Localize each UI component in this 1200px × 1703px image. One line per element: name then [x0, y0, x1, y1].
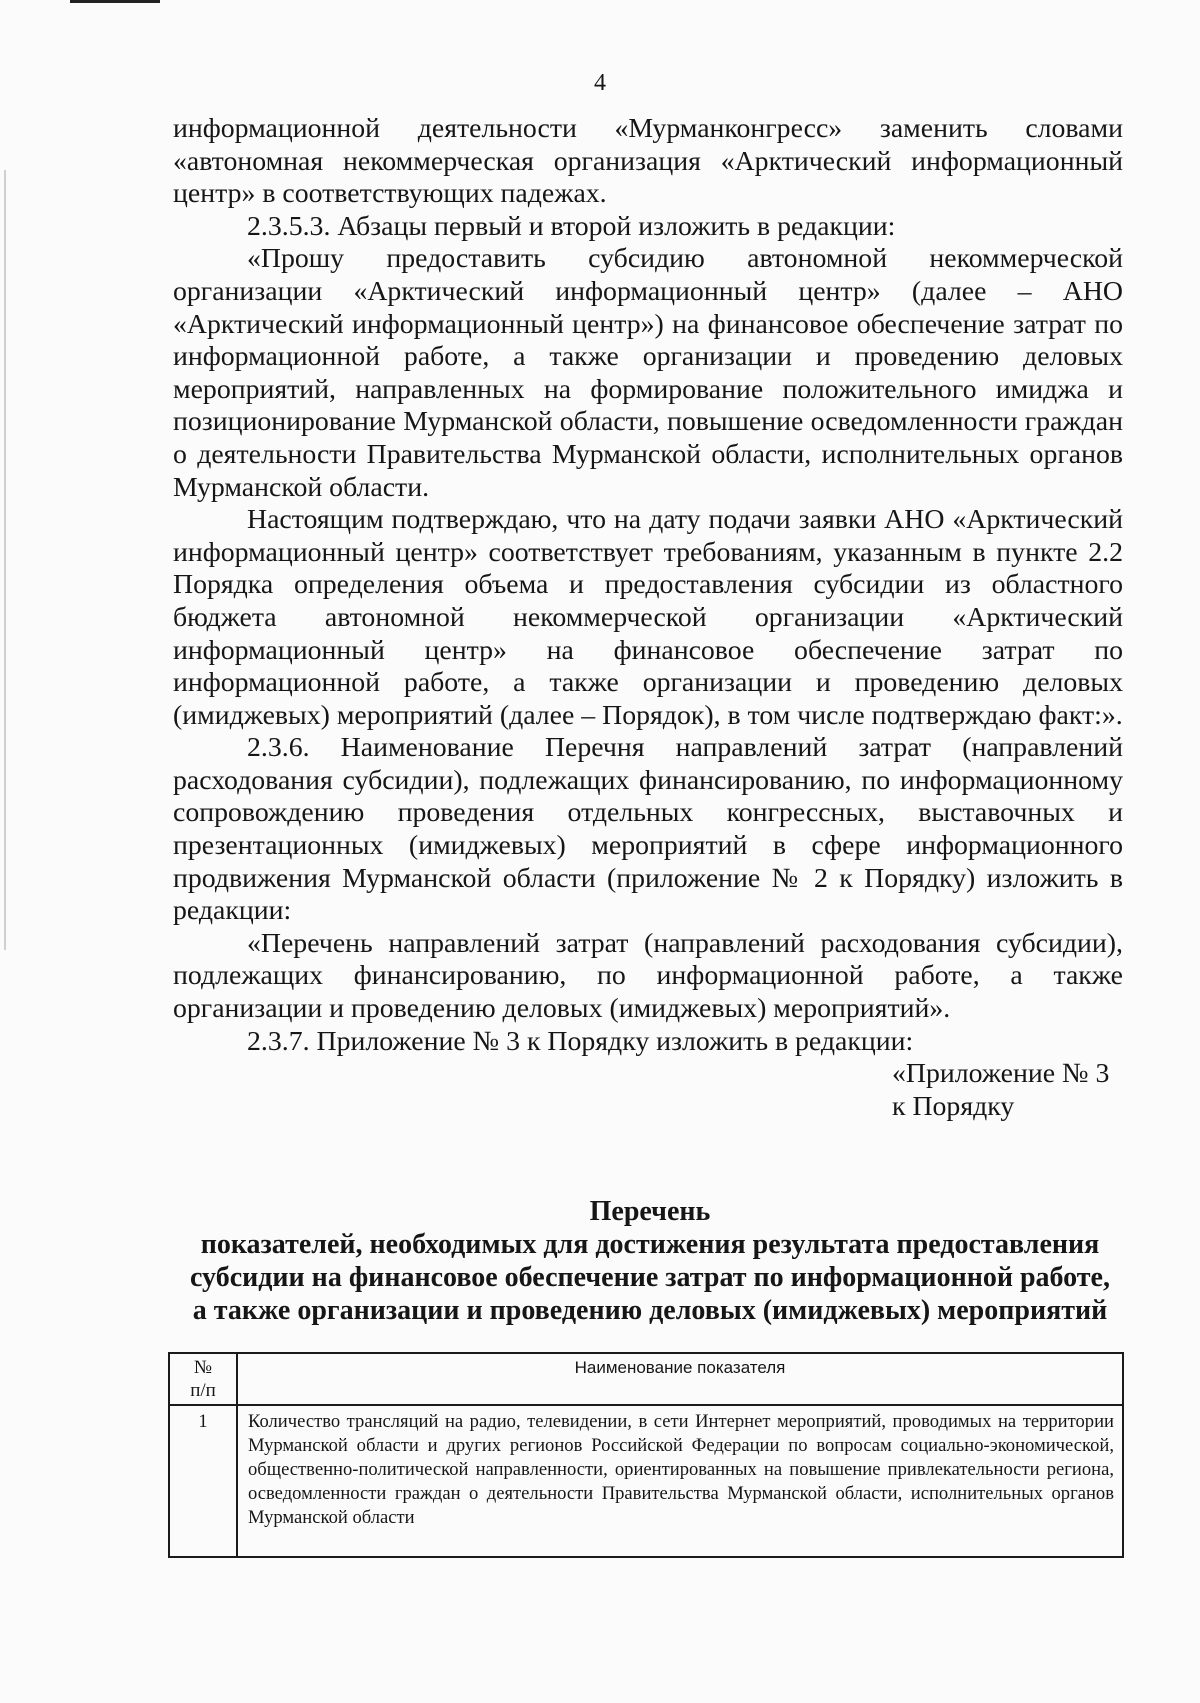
table-title — [150, 1195, 1150, 1327]
paragraph-2-3-6: 2.3.6. Наименование Перечня направлений затрат (направлений расходования субсидии), подлежащих финансированию, по информационному сопровождению проведения отдельных конгрессных, выставочных и презентационных (имиджевых) мероприятий в сфере информационного продвижения Мурманской области (приложение № 2 к Порядку) изложить в редакции: — [173, 732, 1123, 927]
scan-edge-mark — [70, 0, 160, 3]
table-title-line2: субсидии на финансовое обеспечение затрат по информационной работе, — [190, 1262, 1110, 1293]
appendix-reference-line2: к Порядку — [892, 1090, 1015, 1122]
paragraph-2-3-5-3: 2.3.5.3. Абзацы первый и второй изложить в редакции: — [247, 210, 896, 242]
document-body — [173, 113, 1123, 1123]
paragraph-2-3-7: 2.3.7. Приложение № 3 к Порядку изложить в редакции: — [247, 1025, 914, 1057]
indicators-table — [168, 1352, 1124, 1558]
table-row — [169, 1405, 1123, 1557]
appendix-reference-line1: «Приложение № 3 — [892, 1058, 1110, 1090]
paragraph-request: «Прошу предоставить субсидию автономной некоммерческой организации «Арктический информационный центр» (далее – АНО «Арктический информационный центр») на финансовое обеспечение затрат по информационной работе, а также организации и проведению деловых мероприятий, направленных на формирование положительного имиджа и позиционирование Мурманской области, повышение осведомленности граждан о деятельности Правительства Мурманской области, исполнительных органов Мурманской области. — [173, 243, 1123, 503]
table-header-row — [169, 1353, 1123, 1405]
table-cell-indicator-name: Количество трансляций на радио, телевидении, в сети Интернет мероприятий, проводимых на территории Мурманской области и других регионов Российской Федерации по вопросам социально-экономической, общественно-политической направленности, ориентированных на повышение привлекательности региона, осведомленности граждан о деятельности Правительства Мурманской области, исполнительных органов Мурманской области — [237, 1405, 1123, 1557]
column-header-number-sign: № — [193, 1357, 213, 1378]
table-title-line1: показателей, необходимых для достижения результата предоставления — [200, 1229, 1100, 1260]
paragraph-list-name: «Перечень направлений затрат (направлений расходования субсидии), подлежащих финансированию, по информационной работе, а также организации и проведению деловых (имиджевых) мероприятий». — [173, 927, 1123, 1025]
table-title-line3: а также организации и проведению деловых (имиджевых) мероприятий — [192, 1295, 1108, 1326]
table-title-heading: Перечень — [589, 1196, 711, 1227]
table-cell-number: 1 — [169, 1405, 237, 1557]
column-header-number — [169, 1353, 237, 1405]
page-number: 4 — [594, 70, 606, 96]
column-header-number-abbr: п/п — [190, 1380, 216, 1401]
paragraph-confirmation: Настоящим подтверждаю, что на дату подачи заявки АНО «Арктический информационный центр» соответствует требованиям, указанным в пункте 2.2 Порядка определения объема и предоставления субсидии из областного бюджета автономной некоммерческой организации «Арктический информационный центр» на финансовое обеспечение затрат по информационной работе, а также организации и проведению деловых (имиджевых) мероприятий (далее – Порядок), в том числе подтверждаю факт:». — [173, 504, 1123, 731]
paragraph-continuation: информационной деятельности «Мурманконгресс» заменить словами «автономная некоммерческая организация «Арктический информационный центр» в соответствующих падежах. — [173, 113, 1123, 210]
scan-left-edge — [4, 170, 6, 950]
column-header-indicator-name: Наименование показателя — [237, 1353, 1123, 1405]
